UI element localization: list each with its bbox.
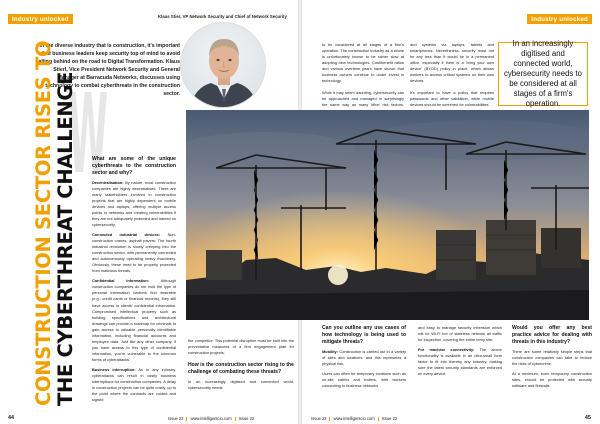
- right-column-4: [512, 325, 592, 393]
- paragraph-text: By nature, most construction companies are highly decentralised. There are many stakeholders involved in construction projects that are highly dependent on mobile devices and laptops, offering multiple access points to networks and creating vulnerabilities if they are not adequately protected and trained on cybersecurity.: [92, 179, 176, 227]
- paragraph: At a minimum, even temporary construction sites, should be protected with security software and firewalls.: [512, 370, 592, 388]
- paragraph: Users can often be temporary locations such as on-site cabins and trailers, with workers connecting to business networks: [322, 370, 406, 388]
- paragraph: [92, 232, 176, 274]
- paragraph-lead: Connected industrial devices:: [92, 232, 161, 237]
- paragraph-lead: For machine connectivity:: [418, 347, 475, 353]
- question-heading: Can you outline any use cases of how technology is being used to mitigate threats?: [322, 325, 406, 345]
- issue-label: Issue 22: [168, 416, 184, 421]
- paragraph: [92, 278, 176, 363]
- pull-quote-text: In an increasingly digitised and connected world, cybersecurity needs to be considered at all stages of a firm's operation.: [503, 38, 582, 109]
- page-number-left: 44: [8, 415, 15, 421]
- paragraph-lead: Confidential information:: [92, 278, 150, 284]
- paragraph: [322, 349, 406, 367]
- pull-quote: [498, 38, 588, 109]
- section-tag-left: Industry unlocked: [8, 14, 73, 24]
- page-number-right: 45: [584, 415, 591, 421]
- portrait-byline: Klaus Stier, VP Network Security and Chief of Network Security: [158, 14, 287, 19]
- paragraph-lead: Mobility:: [322, 348, 338, 354]
- paragraph-text: The above functionality is available in an ultra-small form factor to fit into thereby any industry, making sure the latest security standards are enforced on every device.: [418, 347, 502, 377]
- title-line-2: THE CYBERTHREAT CHALLENGE: [53, 71, 77, 406]
- construction-cranes-photo: [186, 110, 589, 320]
- paragraph-text: Construction is carried out in a variety of sites and locations, and this represents a physical risk.: [322, 348, 406, 366]
- article-title: [34, 41, 75, 406]
- paragraph-lead: Business interruption:: [92, 366, 136, 372]
- question-heading: What are some of the unique cyberthreats to the construction sector and why?: [92, 156, 176, 176]
- paragraph-text: As in any industry, cyberattacks can result in costly business interruptions for construction companies. A delay in construction projects can be quite costly, up to the point where the contracts are voided and signed: [92, 366, 176, 403]
- left-column-1: [92, 150, 176, 407]
- paragraph-lead: Decentralisation:: [92, 179, 124, 185]
- paragraph: [92, 367, 176, 403]
- section-tag-right: Industry unlocked: [527, 14, 592, 24]
- paragraph: In an increasingly digitised and connected world, cybersecurity needs: [188, 378, 294, 390]
- issue-label: Issue 22: [238, 416, 255, 421]
- question-heading: How is the construction sector rising to the challenge of combating these threats?: [188, 362, 294, 376]
- intro-paragraph: In the diverse industry that is construction, it's important that business leaders keep security top of mind to avoid falling behind on the road to Digital Transformation. Klaus Stierl, Vice President Network Security and General Manager at Barracuda Networks, discusses using technology to combat cyberthreats in the construction sector.: [36, 43, 180, 98]
- right-column-2: [322, 325, 406, 393]
- question-heading: Would you offer any best practice advice for dealing with threats in this industry?: [512, 325, 592, 345]
- site-url[interactable]: www.intelligentcio.com: [190, 416, 232, 421]
- paragraph: [418, 347, 502, 377]
- portrait-photo: [180, 22, 266, 108]
- site-url[interactable]: www.intelligentcio.com: [333, 416, 375, 421]
- issue-label: Issue 22: [381, 416, 398, 421]
- paragraph-text: Non-construction cranes, asphalt pavers: The fourth industrial revolution is slowly creeping into the construction sector, with permanently connected and autonomously operating heavy machinery. Obviously, these need to be properly protected from malicious threats.: [92, 232, 176, 274]
- left-column-2: [188, 338, 294, 395]
- paragraph: [92, 180, 176, 228]
- paragraph: and easy to manage security extension which will be Wi-Fi hot of stateless network all traffic for inspection, covering the entire temp site.: [418, 325, 502, 343]
- paragraph: to be considered at all stages of a firm's operation. The construction industry as a whole is unfortunately known to be rather slow at adopting new technologies. Cost/benefit ratios and various overtime years have shown that business owners continue to under invest in technology. While it may seem daunting, cybersecurity can be approached and managed in surprisingly the same way as many other risk factors.: [322, 42, 404, 108]
- issue-label: Issue 22: [311, 416, 327, 421]
- paragraph-text: Although construction companies do not hold the type of personal information hackers find desirable (e.g., credit cards or financial records), they still have access to clients' confidential information. Compromised intellectual property such as building specifications and architectural drawings can provide a roadmap for criminals to gain access to valuable personally identifiable information, including financial accounts and employee data. Just like any other company, if you have access to this type of confidential information, you're vulnerable to the common forms of cyberattacks.: [92, 278, 176, 362]
- paragraph: There are some relatively simple steps that construction companies can take to reduce the risks of cybercrime.: [512, 348, 592, 366]
- title-line-1: CONSTRUCTION SECTOR RISES TO: [32, 40, 55, 406]
- paragraph: and systems via laptops, tablets and smartphones. Nevertheless, security must not be any less than it would be in a permanent office, especially if there is a 'bring your own device' (BYOD) policy in place, which allows workers to access critical systems on their own devices. It's important to have a policy that requires passwords and other validation, while mobile devices should be screened for vulnerabilities.: [410, 42, 494, 108]
- paragraph: the competitor. This potential disruption must be built into the preventative measures of a firm engagement plan for construction projects.: [188, 338, 294, 356]
- drop-letter-glyph: W: [68, 88, 108, 184]
- right-column-3: [418, 325, 502, 381]
